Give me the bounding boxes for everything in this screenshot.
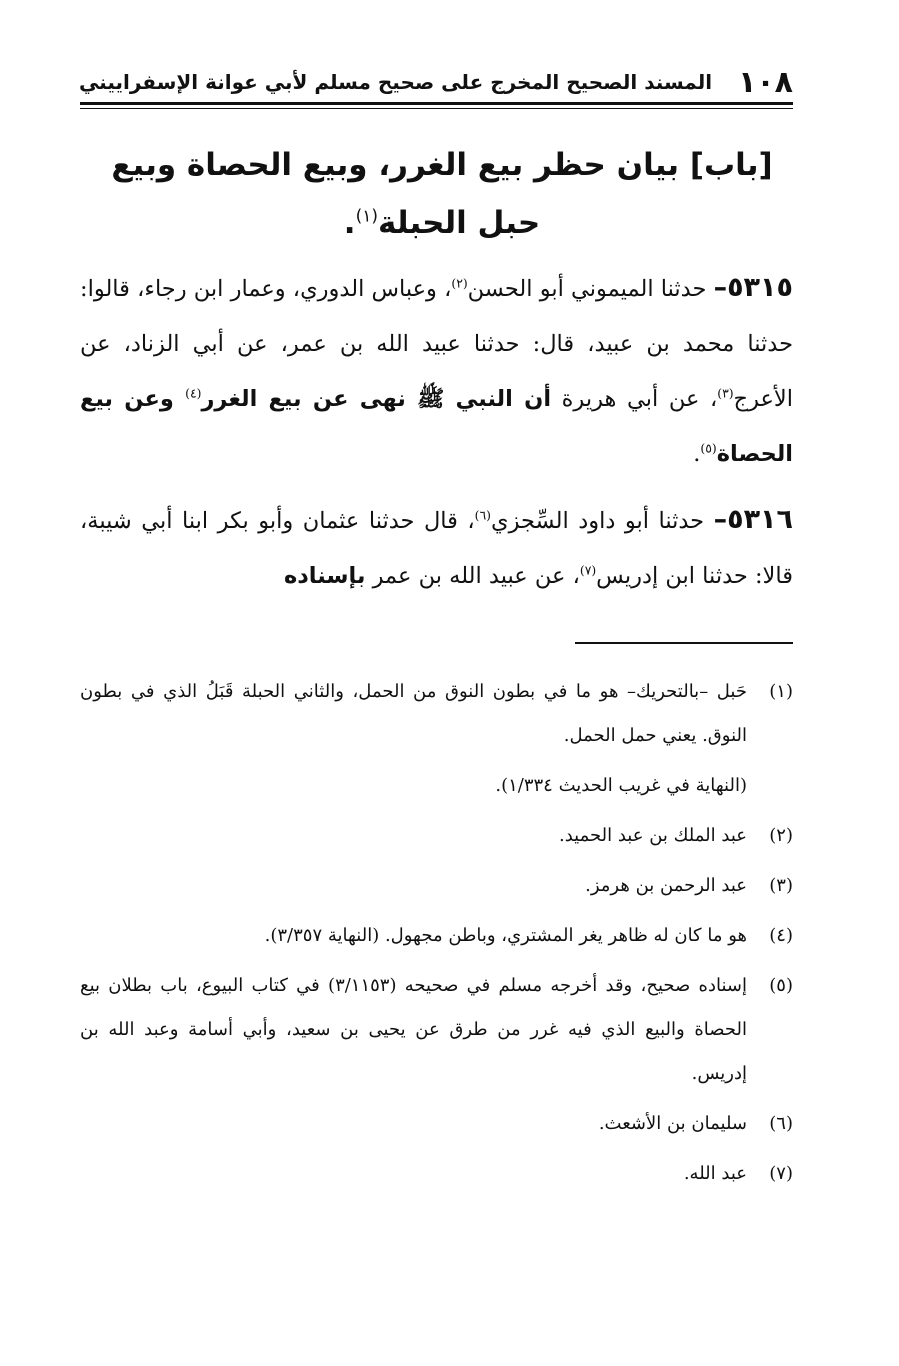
footnote-item [80, 964, 793, 1096]
hadith-text: ، عن أبي هريرة [551, 386, 718, 412]
footnote-ref: (٥) [700, 441, 717, 456]
page-number: ١٠٨ [738, 64, 793, 100]
hadith-number: ٥٣١٥– [713, 272, 793, 303]
footnote-item [80, 1102, 793, 1146]
footnote-continuation: (النهاية في غريب الحديث ١/٣٣٤). [495, 775, 747, 796]
footnote-mark: (٧) [769, 1163, 793, 1184]
footnote-text: عبد الرحمن بن هرمز. [585, 875, 747, 896]
hadith-number: ٥٣١٦– [713, 504, 794, 535]
footnote-mark: (٢) [769, 825, 793, 846]
footnote-mark: (٥) [769, 975, 793, 996]
hadith-text: ، عن عبيد الله بن عمر [365, 563, 580, 589]
footnote-ref: (١) [355, 206, 379, 227]
footnote-ref: (٧) [579, 563, 597, 578]
hadith-text: ، قال حدثنا عثمان وأبو بكر ابنا أبي شيبة، قالا: حدثنا ابن إدريس [80, 508, 793, 589]
page-header [80, 64, 793, 100]
running-title: المسند الصحيح المخرج على صحيح مسلم لأبي عوانة الإسفراييني [78, 70, 713, 94]
footnote-item [80, 1152, 793, 1196]
footnote-mark: (٦) [769, 1113, 793, 1134]
header-rule-thick [80, 102, 793, 105]
hadith-5315 [80, 260, 793, 482]
hadith-5316 [80, 492, 793, 604]
chapter-end-mark: . [343, 205, 356, 241]
footnote-text: عبد الله. [683, 1163, 747, 1184]
footnote-ref: (٦) [474, 508, 491, 523]
header-rule-thin [80, 108, 793, 109]
hadith-text: حدثنا الميموني أبو الحسن [467, 276, 714, 302]
footnote-ref: (٤) [185, 386, 202, 401]
footnote-separator [575, 642, 793, 644]
footnote-ref: (٣) [717, 386, 734, 401]
footnote-text: سليمان بن الأشعث. [598, 1113, 747, 1134]
hadith-text: حدثنا أبو داود السِّجزي [490, 508, 714, 534]
footnote-mark: (٣) [769, 875, 793, 896]
hadith-matn: أن النبي ﷺ نهى عن بيع الغرر [201, 386, 552, 412]
footnote-item [80, 864, 793, 908]
hadith-text: ، وعباس الدوري، وعمار ابن رجاء، قالوا: حدثنا محمد بن عبيد، قال: حدثنا عبيد الله بن عمر، عن أبي الزناد، عن الأعرج [80, 276, 793, 412]
main-text [80, 260, 793, 604]
footnote-item [80, 914, 793, 958]
chapter-title: [باب] بيان حظر بيع الغرر، وبيع الحصاة وبيع حبل الحبلة [111, 147, 773, 241]
footnote-item [80, 814, 793, 858]
hadith-matn: وعن بيع الحصاة [80, 386, 793, 467]
footnotes [80, 670, 793, 1202]
footnote-ref: (٢) [451, 276, 468, 291]
footnote-mark: (٤) [769, 925, 793, 946]
footnote-text: عبد الملك بن عبد الحميد. [559, 825, 747, 846]
footnote-item [80, 670, 793, 758]
footnote-mark: (١) [769, 681, 793, 702]
footnote-text: هو ما كان له ظاهر يغر المشتري، وباطن مجهول. (النهاية ٣/٣٥٧). [264, 925, 747, 946]
chapter-heading [110, 136, 774, 252]
hadith-matn: بإسناده [283, 563, 366, 589]
footnote-text: إسناده صحيح، وقد أخرجه مسلم في صحيحه (٣/١١٥٣) في كتاب البيوع، باب بطلان بيع الحصاة والبيع الذي فيه غرر من طرق عن يحيى بن سعيد، وأبي أسامة وعبد الله بن إدريس. [80, 975, 747, 1084]
footnote-text: حَبل –بالتحريك– هو ما في بطون النوق من الحمل، والثاني الحبلة قَبَلُ الذي في بطون النوق. يعني حمل الحمل. [80, 681, 747, 746]
hadith-text: . [693, 441, 701, 467]
